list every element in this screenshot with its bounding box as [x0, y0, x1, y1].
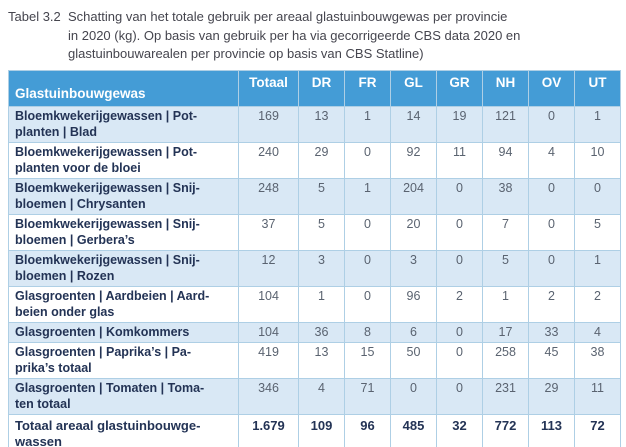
value-cell: 1 [575, 250, 621, 286]
crop-label-line: planten | Blad [15, 124, 97, 139]
value-cell: 346 [239, 378, 299, 414]
total-value-cell: 96 [345, 414, 391, 447]
value-cell: 13 [299, 342, 345, 378]
value-cell: 38 [575, 342, 621, 378]
column-header-ov: OV [529, 70, 575, 106]
value-cell: 0 [345, 142, 391, 178]
caption-line: glastuinbouwarealen per provincie op basis van CBS Statline) [68, 46, 424, 61]
table-row [9, 214, 621, 250]
caption-line: in 2020 (kg). Op basis van gebruik per ha via gecorrigeerde CBS data 2020 en [68, 27, 521, 43]
value-cell: 38 [483, 178, 529, 214]
value-cell: 71 [345, 378, 391, 414]
crop-label [9, 142, 239, 178]
value-cell: 4 [575, 322, 621, 342]
value-cell: 0 [575, 178, 621, 214]
total-value-cell: 113 [529, 414, 575, 447]
value-cell: 231 [483, 378, 529, 414]
value-cell: 169 [239, 106, 299, 142]
crop-label-line: bloemen | Chrysanten [15, 196, 146, 211]
total-value-cell: 485 [391, 414, 437, 447]
crop-label-line: beien onder glas [15, 304, 115, 319]
value-cell: 2 [529, 286, 575, 322]
table-row [9, 342, 621, 378]
value-cell: 13 [299, 106, 345, 142]
column-header-totaal: Totaal [239, 70, 299, 106]
value-cell: 419 [239, 342, 299, 378]
column-header-gr: GR [437, 70, 483, 106]
column-header-ut: UT [575, 70, 621, 106]
crop-label [9, 322, 239, 342]
value-cell: 0 [345, 286, 391, 322]
crop-label [9, 178, 239, 214]
value-cell: 2 [437, 286, 483, 322]
value-cell: 121 [483, 106, 529, 142]
crop-label-line: Glasgroenten | Aardbeien | Aard- [15, 288, 210, 303]
crop-label-line: Glasgroenten | Paprika’s | Pa- [15, 344, 192, 359]
value-cell: 29 [529, 378, 575, 414]
table-row [9, 322, 621, 342]
value-cell: 10 [575, 142, 621, 178]
value-cell: 0 [437, 178, 483, 214]
value-cell: 19 [437, 106, 483, 142]
total-value-cell: 772 [483, 414, 529, 447]
value-cell: 36 [299, 322, 345, 342]
table-row [9, 178, 621, 214]
value-cell: 0 [437, 214, 483, 250]
value-cell: 248 [239, 178, 299, 214]
total-row [9, 414, 621, 447]
crop-label-line: Bloemkwekerijgewassen | Snij- [15, 252, 200, 267]
table-caption-number: Tabel 3.2 [8, 9, 61, 24]
value-cell: 5 [299, 214, 345, 250]
value-cell: 0 [437, 250, 483, 286]
column-header-nh: NH [483, 70, 529, 106]
header-row [9, 70, 621, 106]
crop-label-line: Bloemkwekerijgewassen | Pot- [15, 108, 198, 123]
value-cell: 204 [391, 178, 437, 214]
value-cell: 6 [391, 322, 437, 342]
value-cell: 104 [239, 286, 299, 322]
column-header-fr: FR [345, 70, 391, 106]
crop-label [9, 342, 239, 378]
crop-label-line: planten voor de bloei [15, 160, 141, 175]
value-cell: 258 [483, 342, 529, 378]
value-cell: 4 [529, 142, 575, 178]
crop-label-line: prika’s totaal [15, 360, 92, 375]
value-cell: 12 [239, 250, 299, 286]
value-cell: 0 [529, 106, 575, 142]
crop-label [9, 378, 239, 414]
value-cell: 2 [575, 286, 621, 322]
total-value-cell: 1.679 [239, 414, 299, 447]
value-cell: 1 [345, 106, 391, 142]
value-cell: 240 [239, 142, 299, 178]
crop-label [9, 106, 239, 142]
value-cell: 17 [483, 322, 529, 342]
value-cell: 7 [483, 214, 529, 250]
value-cell: 0 [437, 322, 483, 342]
crop-label-line: Glasgroenten | Komkommers [15, 324, 190, 339]
total-label-line: Totaal areaal glastuinbouwge- [15, 417, 201, 433]
table-row [9, 286, 621, 322]
value-cell: 8 [345, 322, 391, 342]
total-label [9, 414, 239, 447]
crop-label [9, 286, 239, 322]
crop-label-line: Bloemkwekerijgewassen | Snij- [15, 216, 200, 231]
value-cell: 94 [483, 142, 529, 178]
value-cell: 104 [239, 322, 299, 342]
value-cell: 1 [483, 286, 529, 322]
value-cell: 1 [345, 178, 391, 214]
value-cell: 96 [391, 286, 437, 322]
value-cell: 92 [391, 142, 437, 178]
value-cell: 0 [529, 214, 575, 250]
total-value-cell: 109 [299, 414, 345, 447]
value-cell: 0 [345, 250, 391, 286]
caption-line: Schatting van het totale gebruik per areaal glastuinbouwgewas per provincie [68, 9, 508, 24]
crop-label-line: Glasgroenten | Tomaten | Toma- [15, 380, 205, 395]
value-cell: 4 [299, 378, 345, 414]
value-cell: 1 [575, 106, 621, 142]
value-cell: 14 [391, 106, 437, 142]
value-cell: 5 [299, 178, 345, 214]
total-value-cell: 32 [437, 414, 483, 447]
value-cell: 1 [299, 286, 345, 322]
table-row [9, 142, 621, 178]
value-cell: 0 [345, 214, 391, 250]
value-cell: 0 [437, 378, 483, 414]
column-header-glastuinbouwgewas: Glastuinbouwgewas [9, 70, 239, 106]
value-cell: 45 [529, 342, 575, 378]
value-cell: 11 [575, 378, 621, 414]
value-cell: 11 [437, 142, 483, 178]
value-cell: 3 [391, 250, 437, 286]
column-header-dr: DR [299, 70, 345, 106]
value-cell: 0 [437, 342, 483, 378]
value-cell: 37 [239, 214, 299, 250]
value-cell: 0 [529, 250, 575, 286]
value-cell: 5 [483, 250, 529, 286]
value-cell: 0 [529, 178, 575, 214]
value-cell: 29 [299, 142, 345, 178]
crop-label-line: Bloemkwekerijgewassen | Pot- [15, 144, 198, 159]
column-header-gl: GL [391, 70, 437, 106]
value-cell: 20 [391, 214, 437, 250]
table-caption [0, 0, 626, 70]
value-cell: 0 [391, 378, 437, 414]
crop-label-line: bloemen | Rozen [15, 268, 115, 283]
value-cell: 5 [575, 214, 621, 250]
crop-label [9, 214, 239, 250]
total-label-line: wassen [15, 433, 62, 447]
value-cell: 15 [345, 342, 391, 378]
table-row [9, 106, 621, 142]
value-cell: 33 [529, 322, 575, 342]
data-table [8, 70, 621, 447]
table-row [9, 250, 621, 286]
crop-label-line: ten totaal [15, 396, 71, 411]
value-cell: 3 [299, 250, 345, 286]
table-caption-text [68, 8, 520, 64]
total-value-cell: 72 [575, 414, 621, 447]
crop-label-line: Bloemkwekerijgewassen | Snij- [15, 180, 200, 195]
crop-label-line: bloemen | Gerbera’s [15, 232, 135, 247]
value-cell: 50 [391, 342, 437, 378]
crop-label [9, 250, 239, 286]
table-row [9, 378, 621, 414]
